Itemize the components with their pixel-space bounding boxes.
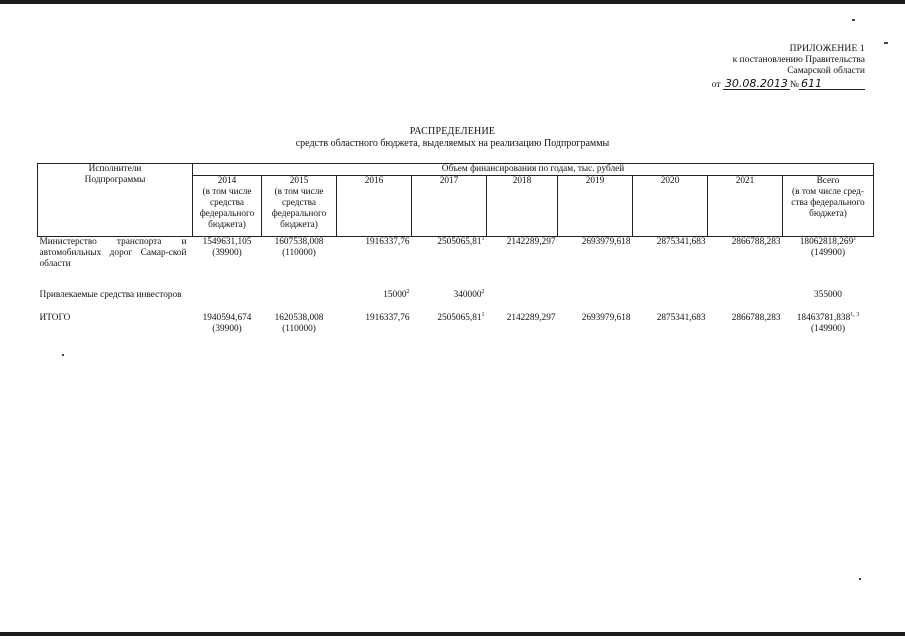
cell-value: 1549631,105: [202, 237, 252, 247]
table-row: [38, 313, 874, 335]
executor-name: ИТОГО: [39, 313, 71, 323]
year-label: 2014: [217, 176, 237, 186]
appendix-resolution: к постановлению Правительства: [732, 55, 865, 65]
value-cell: [262, 313, 337, 335]
value-cell: [708, 290, 783, 301]
value-cell: [262, 290, 337, 301]
year-label: 2019: [585, 176, 605, 186]
year-note: (в том числе средства федерального бюджета): [271, 187, 327, 230]
year-label: 2016: [364, 176, 384, 186]
year-header-6: [633, 176, 708, 237]
footnote-mark: 1: [853, 235, 857, 242]
page-bottom-border: [0, 632, 905, 636]
value-cell: [708, 313, 783, 335]
cell-value: 2505065,81$^1$: [437, 311, 485, 323]
value-cell: [783, 313, 874, 335]
scan-speck: [852, 19, 855, 21]
funding-table: [37, 163, 874, 335]
cell-value: 2505065,81$^1$: [437, 235, 485, 247]
cell-value: 2866788,283: [731, 237, 781, 247]
number-label: №: [789, 80, 799, 90]
value-cell: [337, 313, 412, 335]
value-cell: [487, 290, 558, 301]
federal-share: (110000): [282, 248, 316, 258]
value-cell: [633, 237, 708, 271]
value-cell: [412, 290, 487, 301]
value-cell: [558, 313, 633, 335]
executors-header: [38, 164, 193, 237]
cell-value: 2866788,283: [731, 313, 781, 323]
scan-speck: [62, 354, 64, 356]
document-title: [0, 126, 905, 150]
federal-share: (110000): [282, 324, 316, 334]
federal-share: (149900): [810, 324, 846, 334]
executor-name: Министерство транспорта и автомобильных дорог Самар-ской области: [39, 237, 187, 269]
cell-value: 2875341,683: [656, 313, 706, 323]
cell-value: 2875341,683: [656, 237, 706, 247]
year-label: 2017: [439, 176, 459, 186]
appendix-block: [650, 44, 865, 91]
cell-value: 2142289,297: [506, 313, 556, 323]
title-main: РАСПРЕДЕЛЕНИЕ: [409, 126, 496, 137]
table-row: [38, 290, 874, 301]
year-note: (в том числе сред-ства федерального бюджета): [791, 187, 865, 219]
cell-value: 2693979,618: [581, 313, 631, 323]
from-label: от: [711, 80, 721, 90]
funding-caption: Объем финансирования по годам, тыс. рублей: [193, 164, 874, 176]
cell-value: 1620538,008: [274, 313, 324, 323]
year-label: 2018: [512, 176, 532, 186]
value-cell: [487, 313, 558, 335]
value-cell: [708, 237, 783, 271]
cell-value: 1916337,76: [365, 237, 410, 247]
footnote-mark: 2: [481, 288, 485, 295]
cell-value: 18463781,838$^{1, 3}$: [796, 311, 860, 323]
appendix-region: Самарской области: [787, 66, 865, 76]
page-top-border: [0, 0, 905, 4]
value-cell: [633, 313, 708, 335]
row-spacer: [38, 301, 874, 313]
row-spacer: [38, 270, 874, 290]
cell-value: 2142289,297: [506, 237, 556, 247]
executors-header-line1: Исполнители: [88, 164, 142, 174]
cell-value: 1916337,76: [365, 313, 410, 323]
year-header-8: [783, 176, 874, 237]
year-header-3: [412, 176, 487, 237]
scan-speck: [884, 42, 888, 44]
value-cell: [193, 290, 262, 301]
year-header-5: [558, 176, 633, 237]
footnote-mark: 1: [481, 235, 485, 242]
value-cell: [337, 290, 412, 301]
year-label: Всего: [816, 176, 840, 186]
value-cell: [262, 237, 337, 271]
handwritten-number: 611: [799, 78, 865, 90]
value-cell: [193, 313, 262, 335]
year-header-4: [487, 176, 558, 237]
federal-share: (39900): [212, 324, 242, 334]
footnote-mark: 2: [406, 288, 410, 295]
value-cell: [412, 237, 487, 271]
cell-value: 355000: [814, 290, 842, 300]
value-cell: [337, 237, 412, 271]
year-header-2: [337, 176, 412, 237]
footnote-mark: 1, 3: [850, 311, 860, 318]
value-cell: [558, 237, 633, 271]
appendix-title: ПРИЛОЖЕНИЕ 1: [789, 44, 865, 54]
table-body: [38, 237, 874, 336]
cell-value: 15000$^2$: [383, 288, 410, 300]
cell-value: 18062818,269$^1$: [799, 235, 857, 247]
handwritten-date: 30.08.2013: [724, 77, 788, 90]
value-cell: [783, 290, 874, 301]
table-row: [38, 237, 874, 271]
title-sub: средств областного бюджета, выделяемых на реализацию Подпрограммы: [295, 138, 610, 149]
year-note: (в том числе средства федерального бюджета): [199, 187, 255, 230]
federal-share: (149900): [810, 248, 846, 258]
cell-value: 1607538,008: [274, 237, 324, 247]
appendix-date-line: [650, 78, 865, 91]
cell-value: 340000$^2$: [453, 288, 485, 300]
cell-value: 1940594,674: [202, 313, 252, 323]
year-label: 2021: [735, 176, 755, 186]
year-header-0: [193, 176, 262, 237]
value-cell: [633, 290, 708, 301]
executors-header-line2: Подпрограммы: [84, 175, 146, 185]
year-label: 2020: [660, 176, 680, 186]
year-header-1: [262, 176, 337, 237]
cell-value: 2693979,618: [581, 237, 631, 247]
value-cell: [193, 237, 262, 271]
value-cell: [558, 290, 633, 301]
federal-share: (39900): [212, 248, 242, 258]
value-cell: [412, 313, 487, 335]
value-cell: [487, 237, 558, 271]
footnote-mark: 1: [481, 311, 485, 318]
year-label: 2015: [289, 176, 309, 186]
year-header-7: [708, 176, 783, 237]
value-cell: [783, 237, 874, 271]
executor-name: Привлекаемые средства инвесторов: [39, 290, 182, 300]
scan-speck: [859, 578, 861, 580]
